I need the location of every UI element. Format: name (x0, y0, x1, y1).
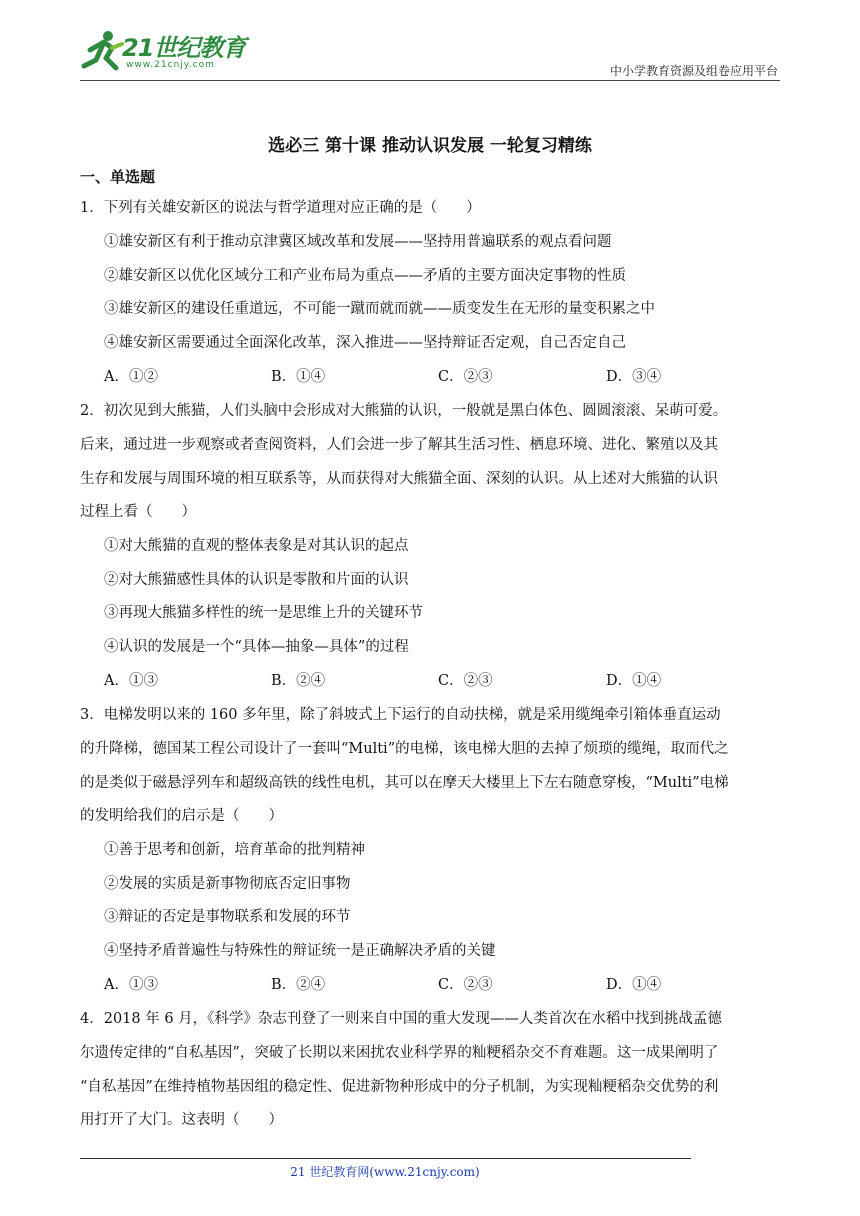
header-tagline: 中小学教育资源及组卷应用平台 (609, 64, 778, 78)
question-2-item: ①对大熊猫的直观的整体表象是对其认识的起点 (104, 538, 409, 554)
question-4-stem: “自私基因”在维持植物基因组的稳定性、促进新物种形成中的分子机制，为实现籼粳稻杂交优势的利 (80, 1079, 719, 1095)
page-header (80, 26, 780, 82)
question-3-choice-c[interactable]: C．②③ (438, 977, 493, 993)
question-3-choice-b[interactable]: B．②④ (271, 977, 326, 993)
logo (80, 26, 250, 78)
question-4-stem: 4．2018 年 6 月，《科学》杂志刊登了一则来自中国的重大发现——人类首次在水稻中找到挑战孟德 (80, 1011, 722, 1027)
question-3-item: ③辩证的否定是事物联系和发展的环节 (104, 909, 351, 925)
section-heading: 一、单选题 (80, 168, 156, 186)
question-2-stem: 生存和发展与周围环境的相互联系等，从而获得对大熊猫全面、深刻的认识。从上述对大熊猫的认识 (80, 471, 718, 487)
question-2-item: ③再现大熊猫多样性的统一是思维上升的关键环节 (104, 605, 423, 621)
runner-logo-icon (80, 28, 124, 72)
header-divider (80, 80, 780, 81)
question-1-item: ④雄安新区需要通过全面深化改革，深入推进——坚持辩证否定观，自己否定自己 (104, 335, 626, 351)
question-1-choice-c[interactable]: C．②③ (438, 369, 493, 385)
question-2-choice-a[interactable]: A．①③ (104, 673, 158, 689)
question-1-item: ①雄安新区有利于推动京津冀区域改革和发展——坚持用普遍联系的观点看问题 (104, 234, 612, 250)
question-3-item: ④坚持矛盾普遍性与特殊性的辩证统一是正确解决矛盾的关键 (104, 943, 496, 959)
question-3-stem: 的是类似于磁悬浮列车和超级高铁的线性电机，其可以在摩天大楼里上下左右随意穿梭，“Multi”电梯 (80, 775, 729, 791)
question-3-choice-d[interactable]: D．①④ (606, 977, 662, 993)
question-3-stem: 的升降梯，德国某工程公司设计了一套叫“Multi”的电梯，该电梯大胆的去掉了烦琐的缆绳，取而代之 (80, 741, 729, 757)
question-1-choice-b[interactable]: B．①④ (271, 369, 326, 385)
question-2-item: ④认识的发展是一个“具体—抽象—具体”的过程 (104, 639, 409, 655)
question-2-stem: 过程上看（ ） (80, 504, 196, 520)
question-4-stem: 用打开了大门。这表明（ ） (80, 1112, 283, 1128)
question-4-stem: 尔遗传定律的“自私基因”，突破了长期以来困扰农业科学界的籼粳稻杂交不育难题。这一成果阐明了 (80, 1045, 719, 1061)
question-1-item: ③雄安新区的建设任重道远，不可能一蹴而就而就——质变发生在无形的量变积累之中 (104, 301, 655, 317)
question-2-item: ②对大熊猫感性具体的认识是零散和片面的认识 (104, 572, 409, 588)
question-1-item: ②雄安新区以优化区域分工和产业布局为重点——矛盾的主要方面决定事物的性质 (104, 268, 626, 284)
question-3-stem: 的发明给我们的启示是（ ） (80, 808, 283, 824)
question-2-stem: 后来，通过进一步观察或者查阅资料，人们会进一步了解其生活习性、栖息环境、进化、繁殖以及其 (80, 437, 718, 453)
question-3-item: ①善于思考和创新，培育革命的批判精神 (104, 842, 365, 858)
logo-url: www.21cnjy.com (126, 60, 215, 70)
question-3-item: ②发展的实质是新事物彻底否定旧事物 (104, 876, 351, 892)
logo-text: 21世纪教育 (122, 34, 246, 62)
question-3-choice-a[interactable]: A．①③ (104, 977, 158, 993)
question-1-stem: 1．下列有关雄安新区的说法与哲学道理对应正确的是（ ） (80, 200, 481, 216)
footer-link[interactable]: 21 世纪教育网(www.21cnjy.com) (290, 1165, 480, 1179)
question-2-choice-b[interactable]: B．②④ (271, 673, 326, 689)
page-title: 选必三 第十课 推动认识发展 一轮复习精练 (268, 136, 592, 156)
question-1-choice-a[interactable]: A．①② (104, 369, 158, 385)
question-2-choice-d[interactable]: D．①④ (606, 673, 662, 689)
question-1-choice-d[interactable]: D．③④ (606, 369, 662, 385)
question-2-choice-c[interactable]: C．②③ (438, 673, 493, 689)
footer-divider (80, 1158, 691, 1159)
question-2-stem: 2．初次见到大熊猫，人们头脑中会形成对大熊猫的认识，一般就是黑白体色、圆圆滚滚、呆萌可爱。 (80, 403, 728, 419)
question-3-stem: 3．电梯发明以来的 160 多年里，除了斜坡式上下运行的自动扶梯，就是采用缆绳牵引箱体垂直运动 (80, 707, 721, 723)
